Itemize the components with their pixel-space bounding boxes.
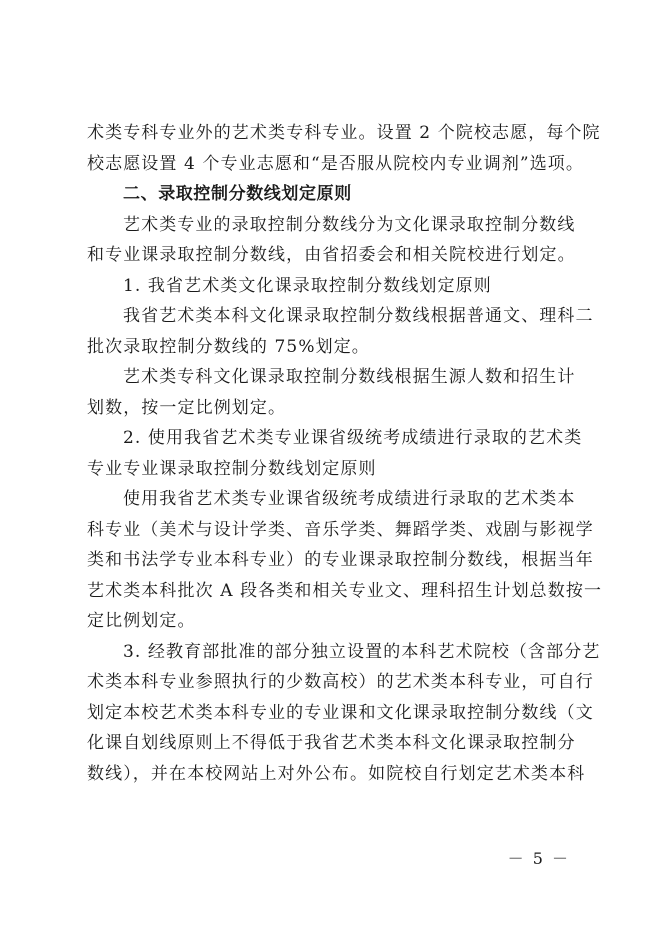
- text-line: 定比例划定。: [87, 611, 196, 631]
- subheading-line: 2. 使用我省艺术类专业课省级统考成绩进行录取的艺术类: [123, 428, 583, 448]
- text-line: 数线），并在本校网站上对外公布。如院校自行划定艺术类本科: [87, 763, 586, 784]
- text-line: 批次录取控制分数线的 75%划定。: [87, 336, 370, 357]
- text-line: 使用我省艺术类专业课省级统考成绩进行录取的艺术类本: [123, 489, 576, 509]
- text-line: 术类专科专业外的艺术类专科专业。设置 2 个院校志愿，每个院: [87, 123, 601, 143]
- text-line: 化课自划线原则上不得低于我省艺术类本科文化课录取控制分: [87, 733, 576, 753]
- text-line: 艺术类专科文化课录取控制分数线根据生源人数和招生计: [123, 367, 576, 387]
- subheading-line: 1. 我省艺术类文化课录取控制分数线划定原则: [123, 275, 492, 296]
- page-number: － 5 －: [507, 849, 570, 868]
- subheading-line: 3. 经教育部批准的部分独立设置的本科艺术院校（含部分艺: [123, 641, 601, 662]
- section-heading: 二、录取控制分数线划定原则: [123, 184, 352, 204]
- text-line: 划定本校艺术类本科专业的专业课和文化课录取控制分数线（文: [87, 702, 594, 723]
- text-line: 科专业（美术与设计学类、音乐学类、舞蹈学类、戏剧与影视学: [87, 519, 594, 540]
- text-line: 专业专业课录取控制分数线划定原则: [87, 458, 377, 479]
- text-line: 艺术类专业的录取控制分数线分为文化课录取控制分数线: [123, 214, 576, 235]
- body-text: [87, 118, 603, 789]
- text-line: 类和书法学专业本科专业）的专业课录取控制分数线，根据当年: [87, 550, 594, 570]
- text-line: 和专业课录取控制分数线，由省招委会和相关院校进行划定。: [87, 245, 576, 265]
- text-line: 艺术类本科批次 A 段各类和相关专业文、理科招生计划总数按一: [87, 580, 603, 601]
- text-line: 划数，按一定比例划定。: [87, 397, 287, 418]
- text-line: 我省艺术类本科文化课录取控制分数线根据普通文、理科二: [123, 306, 594, 326]
- text-line: 校志愿设置 4 个专业志愿和“是否服从院校内专业调剂”选项。: [87, 153, 585, 174]
- text-line: 术类本科专业参照执行的少数高校）的艺术类本科专业，可自行: [87, 672, 594, 692]
